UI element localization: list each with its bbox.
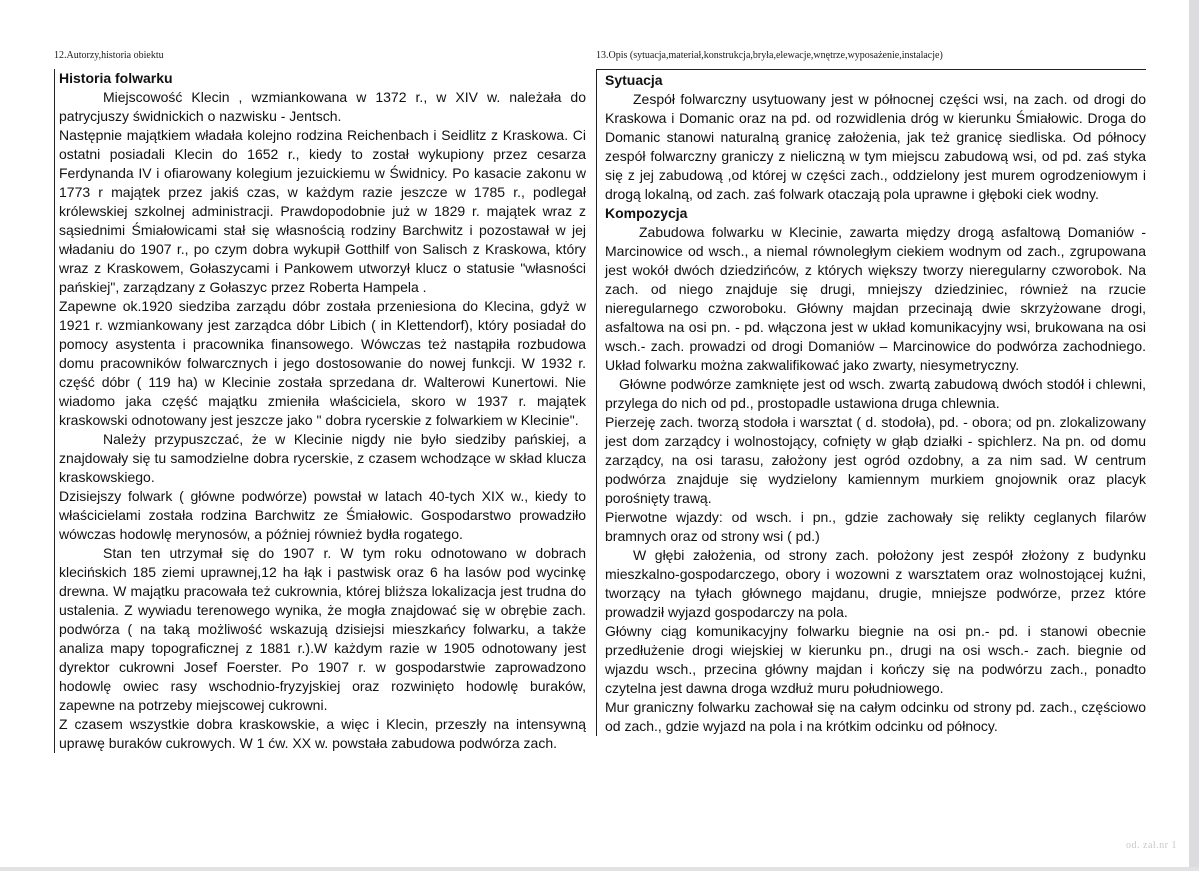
history-paragraph-7: Z czasem wszystkie dobra kraskowskie, a więc i Klecin, przeszły na intensywną uprawę buraków cukrowych. W 1 ćw. XX w. powstała zabudowa podwórza zach. xyxy=(59,716,586,751)
composition-paragraph-7: Mur graniczny folwarku zachował się na całym odcinku od strony pd. zach., częściowo od zach., gdzie wyjazd na pola i na krótkim odcinku od północy. xyxy=(605,699,1146,734)
situation-title: Sytuacja xyxy=(605,72,663,88)
history-paragraph-3: Zapewne ok.1920 siedziba zarządu dóbr została przeniesiona do Klecina, gdyż w 1921 r. wzmiankowany jest zarządca dóbr Libich ( in Klettendorf), który posiadał do pomocy asystenta i pracownika finansowego. Wówczas też nastąpiła rozbudowa domu pracowników folwarcznych i jego dostosowanie do nowej funkcji. W 1932 r. część dóbr ( 119 ha) w Klecinie została sprzedana dr. Walterowi Kunertowi. Nie wiadomo jaka część majątku zmieniła właściciela, skoro w 1937 r. majątek kraskowski odnotowany jest jeszcze jako " dobra rycerskie z folwarkiem w Klecinie". xyxy=(59,298,586,428)
composition-paragraph-4: Pierwotne wjazdy: od wsch. i pn., gdzie zachowały się relikty ceglanych filarów bramnych oraz od strony wsi ( pd.) xyxy=(605,509,1146,544)
history-paragraph-6: Stan ten utrzymał się do 1907 r. W tym roku odnotowano w dobrach klecińskich 185 ziemi uprawnej,12 ha łąk i pastwisk oraz 6 ha lasów pod wycinkę drewna. W majątku pracowała też cukrownia, której bliższa lokalizacja jest trudna do ustalenia. Z wywiadu terenowego wynika, że mogła znajdować się w obrębie zach. podwórza ( na taką możliwość wskazują dzisiejsi mieszkańcy folwarku, a także analiza mapy topograficznej z 1881 r.).W każdym razie w 1905 odnotowany jest dyrektor cukrowni Josef Foerster. Po 1907 r. w gospodarstwie zaprowadzono hodowlę owiec rasy wschodnio-fryzyjskiej oraz rozwinięto hodowlę buraków, zapewne na potrzeby miejscowej cukrowni. xyxy=(59,545,586,713)
description-column xyxy=(596,49,1146,736)
history-paragraph-1: Miejscowość Klecin , wzmiankowana w 1372 r., w XIV w. należała do patrycjuszy świdnickich o nazwisku - Jentsch. xyxy=(59,89,586,124)
situation-paragraph-1: Zespół folwarczny usytuowany jest w północnej części wsi, na zach. od drogi do Kraskowa i Domanic oraz na pd. od rozwidlenia dróg w kierunku Śmiałowic. Droga do Domanic stanowi naturalną granicę założenia, jak też granicę siedliska. Od północy zespół folwarczny graniczy z nieliczną w tym miejscu zabudową wsi, od pd. zaś styka się z jej zabudową ,od której w części zach., oddzielony jest murem ogrodzeniowym i drogą lokalną, od zach. zaś folwark otaczają pola uprawne i głęboki ciek wodny. xyxy=(605,91,1146,202)
attachment-stamp: od. zał.nr 1 xyxy=(1126,840,1177,851)
history-title: Historia folwarku xyxy=(59,70,173,86)
history-text-block xyxy=(54,69,586,753)
composition-paragraph-6: Główny ciąg komunikacyjny folwarku biegnie na osi pn.- pd. i stanowi obecnie przedłużenie drogi wiejskiej w kierunku pn., drugi na osi wsch.- zach. biegnie od wjazdu wsch., przecina główny majdan i kończy się na podwórzu zach., ponadto czytelna jest dawna droga wzdłuż muru południowego. xyxy=(605,623,1146,696)
composition-paragraph-3: Pierzeję zach. tworzą stodoła i warsztat ( d. stodoła), pd. - obora; od pn. zlokalizowany jest dom zarządcy i wolnostojący, cofnięty w głąb działki - spichlerz. Na pn. od domu zarządcy, na osi tarasu, założony jest ogród ozdobny, a za nim sad. W centrum podwórza znajduje się wydzielony kamiennym murkiem gnojownik oraz placyk porośnięty trawą. xyxy=(605,414,1146,506)
composition-title: Kompozycja xyxy=(605,205,688,221)
description-text-block xyxy=(596,69,1146,736)
history-paragraph-2: Następnie majątkiem władała kolejno rodzina Reichenbach i Seidlitz z Kraskowa. Ci ostatni posiadali Klecin do 1652 r., kiedy to został wykupiony przez cesarza Ferdynanda IV i ofiarowany kolegium jezuickiemu w Świdnicy. Po kasacie zakonu w 1773 r majątek przez jakiś czas, w każdym razie jeszcze w 1785 r., podlegał królewskiej szkolnej administracji. Prawdopodobnie już w 1829 r. majątek wraz z sąsiednimi Śmiałowicami stał się własnością rodziny Barchwitz i pozostawał w jej władaniu do 1907 r., po czym dobra wykupił Gotthilf von Salisch z Kraskowa, który wraz z Kraskowem, Gołaszycami i Pankowem utworzył klucz o statusie "własności pańskiej", zarządzany z Gołaszyc przez Roberta Hampela . xyxy=(59,127,586,295)
composition-paragraph-2: Główne podwórze zamknięte jest od wsch. zwartą zabudową dwóch stodół i chlewni, przylega do nich od pd., prostopadle ustawiona druga chlewnia. xyxy=(605,376,1146,411)
history-column xyxy=(54,49,586,753)
history-column-header: 12.Autorzy,historia obiektu xyxy=(54,50,164,61)
composition-paragraph-5: W głębi założenia, od strony zach. położony jest zespół złożony z budynku mieszkalno-gospodarczego, obory i wozowni z warsztatem oraz wolnostojącej kuźni, tworzący na tyłach głównego majdanu, drugie, mniejsze podwórze, przez które prowadził wyjazd gospodarczy na pola. xyxy=(605,547,1146,620)
history-paragraph-4: Należy przypuszczać, że w Klecinie nigdy nie było siedziby pańskiej, a znajdowały się tu samodzielne dobra rycerskie, z czasem wchodzące w skład klucza kraskowskiego. xyxy=(59,431,586,485)
history-paragraph-5: Dzisiejszy folwark ( główne podwórze) powstał w latach 40-tych XIX w., kiedy to właścicielami została rodzina Barchwitz ze Śmiałowic. Gospodarstwo prowadziło wówczas hodowlę merynosów, a później również bydła rogatego. xyxy=(59,488,586,542)
description-column-header: 13.Opis (sytuacja,materiał,konstrukcja,bryła,elewacje,wnętrze,wyposażenie,instalacje) xyxy=(596,50,943,61)
sheet-bottom-edge xyxy=(0,867,1199,871)
sheet-edge xyxy=(1189,0,1199,871)
composition-paragraph-1: Zabudowa folwarku w Klecinie, zawarta między drogą asfaltową Domaniów - Marcinowice od wsch., a niemal równoległym ciekiem wodnym od zach., zgrupowana jest wokół dwóch dziedzińców, z których większy tworzy nieregularny czworobok. Na zach. od niego znajduje się drugi, mniejszy dziedziniec, również na rzucie nieregularnego czworoboku. Główny majdan przecinają dwie skrzyżowane drogi, asfaltowa na osi pn. - pd. włączona jest w układ komunikacyjny wsi, brukowana na osi wsch.- zach. prowadzi od drogi Domaniów – Marcinowice do podwórza zachodniego. Układ folwarku można zakwalifikować jako zwarty, niesymetryczny. xyxy=(605,224,1146,373)
